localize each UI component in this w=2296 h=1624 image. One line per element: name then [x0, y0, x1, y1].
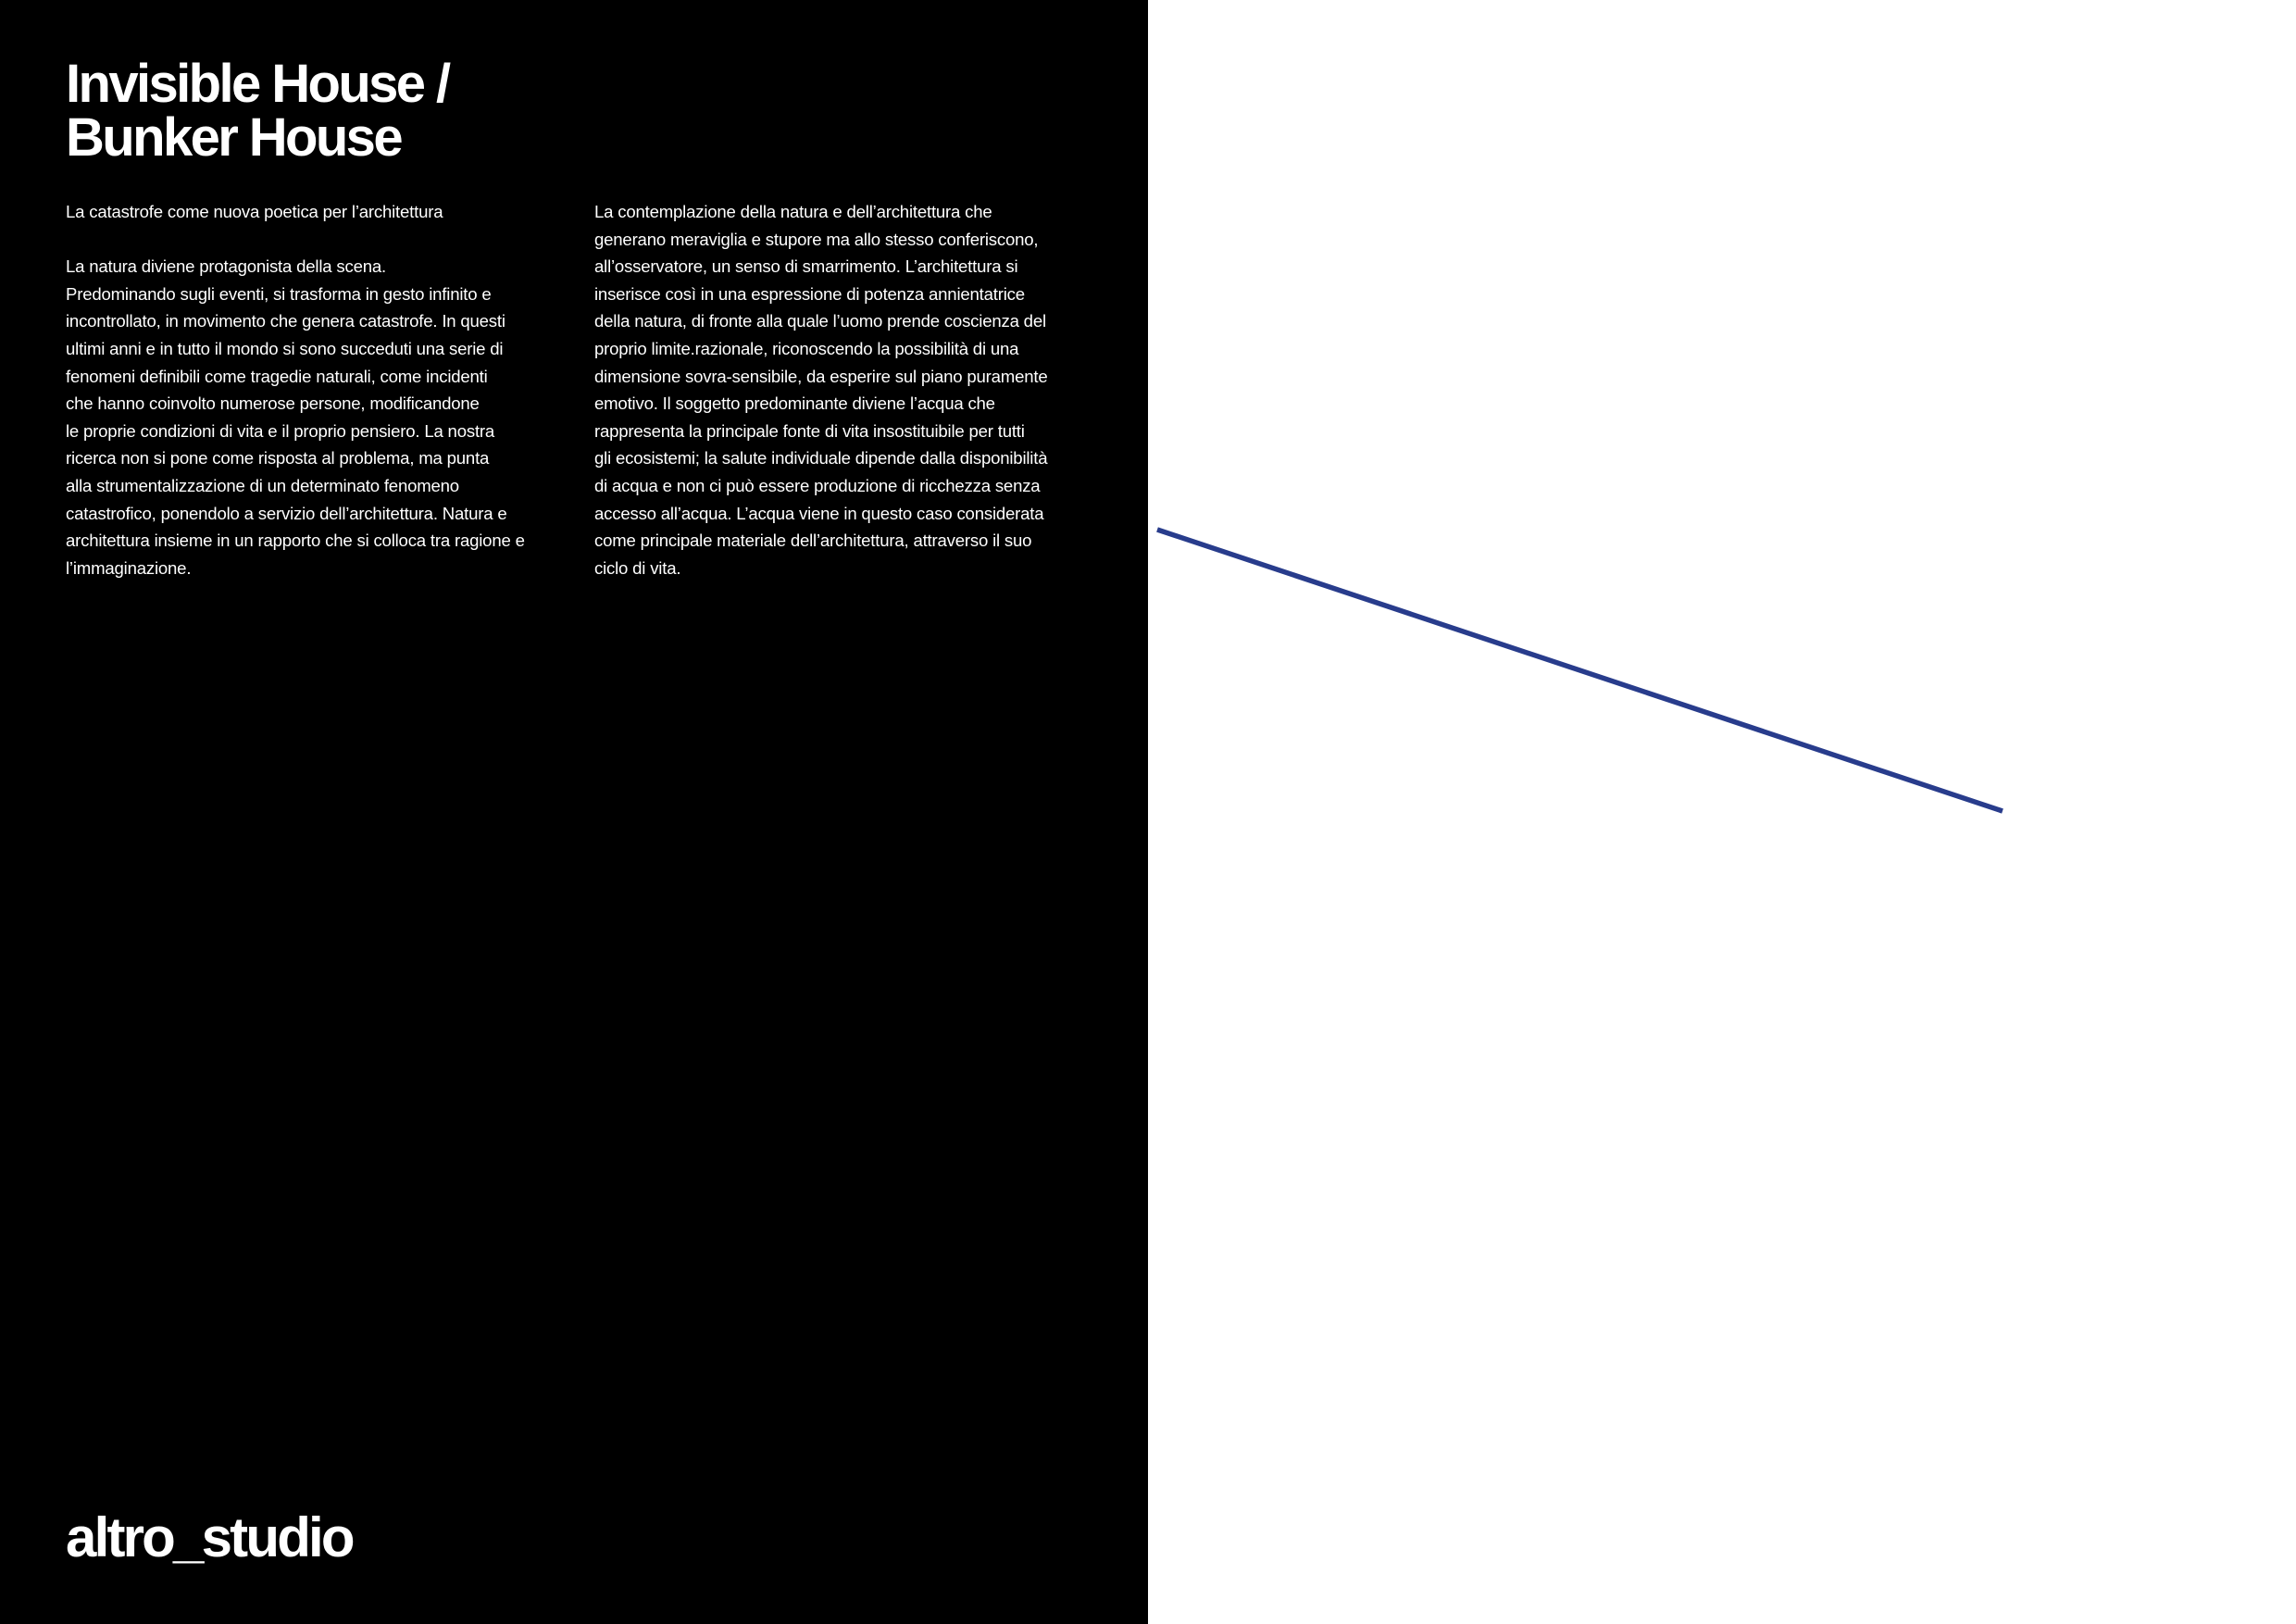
- text-line: catastrofico, ponendolo a servizio dell’architettura. Natura e: [66, 503, 507, 523]
- text-line: generano meraviglia e stupore ma allo stesso conferiscono,: [594, 229, 1039, 249]
- text-line: La natura diviene protagonista della scena.: [66, 256, 386, 277]
- text-line: architettura insieme in un rapporto che si colloca tra ragione e: [66, 531, 525, 551]
- accent-line: [1157, 530, 2003, 811]
- text-line: emotivo. Il soggetto predominante diviene l’acqua che: [594, 394, 995, 414]
- text-line: ciclo di vita.: [594, 557, 681, 578]
- text-line: rappresenta la principale fonte di vita insostituibile per tutti: [594, 420, 1025, 441]
- title-line-1: Invisible House /: [66, 54, 449, 114]
- text-line: ricerca non si pone come risposta al problema, ma punta: [66, 448, 490, 468]
- text-line: come principale materiale dell’architettura, attraverso il suo: [594, 531, 1032, 551]
- text-line: alla strumentalizzazione di un determinato fenomeno: [66, 475, 459, 495]
- subtitle: La catastrofe come nuova poetica per l’architettura: [66, 202, 443, 221]
- text-line: Predominando sugli eventi, si trasforma in gesto infinito e: [66, 283, 492, 304]
- text-line: incontrollato, in movimento che genera catastrofe. In questi: [66, 311, 505, 331]
- text-line: accesso all’acqua. L’acqua viene in questo caso considerata: [594, 503, 1044, 523]
- text-line: l’immaginazione.: [66, 557, 192, 578]
- text-line: ultimi anni e in tutto il mondo si sono succeduti una serie di: [66, 338, 504, 358]
- text-line: dimensione sovra-sensibile, da esperire sul piano puramente: [594, 366, 1048, 386]
- studio-logo: altro_studio: [66, 1506, 353, 1568]
- text-line: gli ecosistemi; la salute individuale dipende dalla disponibilità: [594, 448, 1048, 468]
- text-line: all’osservatore, un senso di smarrimento. L’architettura si: [594, 256, 1018, 277]
- text-line: della natura, di fronte alla quale l’uomo prende coscienza del: [594, 311, 1046, 331]
- text-line: fenomeni definibili come tragedie naturali, come incidenti: [66, 366, 488, 386]
- text-line: le proprie condizioni di vita e il proprio pensiero. La nostra: [66, 420, 495, 441]
- text-line: di acqua e non ci può essere produzione di ricchezza senza: [594, 475, 1041, 495]
- text-line: che hanno coinvolto numerose persone, modificandone: [66, 394, 480, 414]
- title-line-2: Bunker House: [66, 107, 401, 168]
- text-line: La contemplazione della natura e dell’architettura che: [594, 202, 992, 221]
- text-line: proprio limite.razionale, riconoscendo la possibilità di una: [594, 338, 1019, 358]
- text-line: inserisce così in una espressione di potenza annientatrice: [594, 283, 1025, 304]
